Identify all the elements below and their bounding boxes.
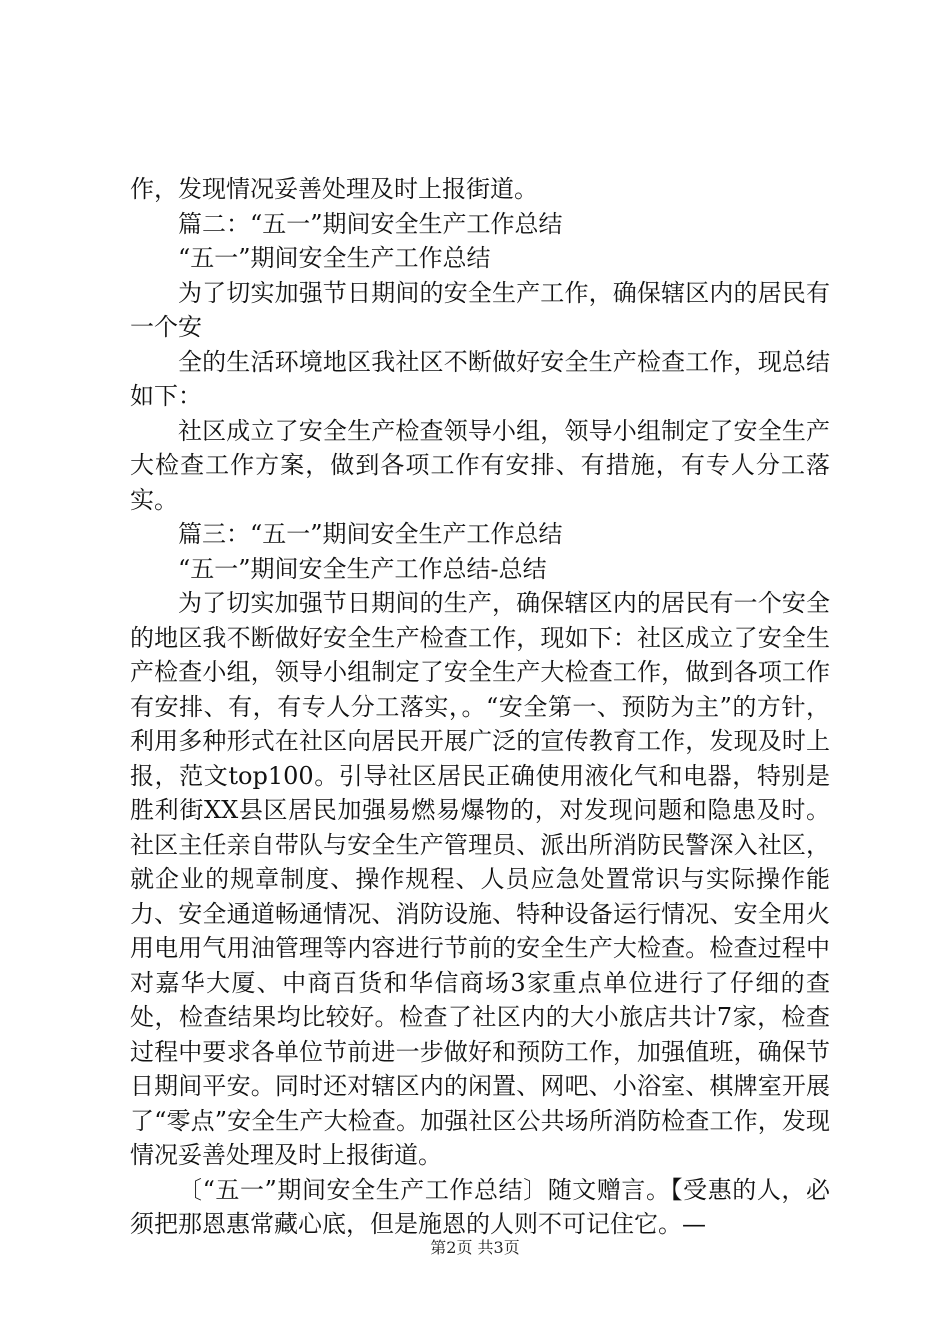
paragraph-group-setup: 社区成立了安全生产检查领导小组，领导小组制定了安全生产大检查工作方案，做到各项工作有安排、有措施，有专人分工落实。 — [130, 416, 830, 514]
document-body — [130, 172, 830, 1242]
paragraph-summary-lead: 全的生活环境地区我社区不断做好安全生产检查工作，现总结如下： — [130, 347, 830, 410]
paragraph-continuation: 作，发现情况妥善处理及时上报街道。 — [130, 175, 538, 203]
paragraph-closing-quote: 〔“五一”期间安全生产工作总结〕随文赠言。【受惠的人，必须把那恩惠常藏心底，但是施恩的人则不可记住它。— — [130, 1175, 830, 1238]
paragraph-intro-part-two: 为了切实加强节日期间的安全生产工作，确保辖区内的居民有一个安 — [130, 278, 830, 341]
page-number-label: 第2页 共3页 — [430, 1238, 520, 1257]
page-footer — [0, 1238, 950, 1258]
section-heading-part-two: 篇二：“五一”期间安全生产工作总结 — [178, 209, 563, 238]
section-title-part-three: “五一”期间安全生产工作总结-总结 — [178, 554, 547, 583]
section-title-part-two: “五一”期间安全生产工作总结 — [178, 244, 491, 272]
paragraph-main-body: 为了切实加强节日期间的生产，确保辖区内的居民有一个安全的地区我不断做好安全生产检查工作，现如下：社区成立了安全生产检查小组，领导小组制定了安全生产大检查工作，做到各项工作有安排、有，有专人分工落实，。“安全第一、预防为主”的方针，利用多种形式在社区向居民开展广泛的宣传教育工作，发现及时上报，范文top100。引导社区居民正确使用液化气和电器，特别是胜利街XX县区居民加强易燃易爆物的，对发现问题和隐患及时。社区主任亲自带队与安全生产管理员、派出所消防民警深入社区，就企业的规章制度、操作规程、人员应急处置常识与实际操作能力、安全通道畅通情况、消防设施、特种设备运行情况、安全用火用电用气用油管理等内容进行节前的安全生产大检查。检查过程中对嘉华大厦、中商百货和华信商场3家重点单位进行了仔细的查处，检查结果均比较好。检查了社区内的大小旅店共计7家，检查过程中要求各单位节前进一步做好和预防工作，加强值班，确保节日期间平安。同时还对辖区内的闲置、网吧、小浴室、棋牌室开展了“零点”安全生产大检查。加强社区公共场所消防检查工作，发现情况妥善处理及时上报街道。 — [130, 589, 830, 1169]
section-heading-part-three: 篇三：“五一”期间安全生产工作总结 — [178, 520, 563, 548]
